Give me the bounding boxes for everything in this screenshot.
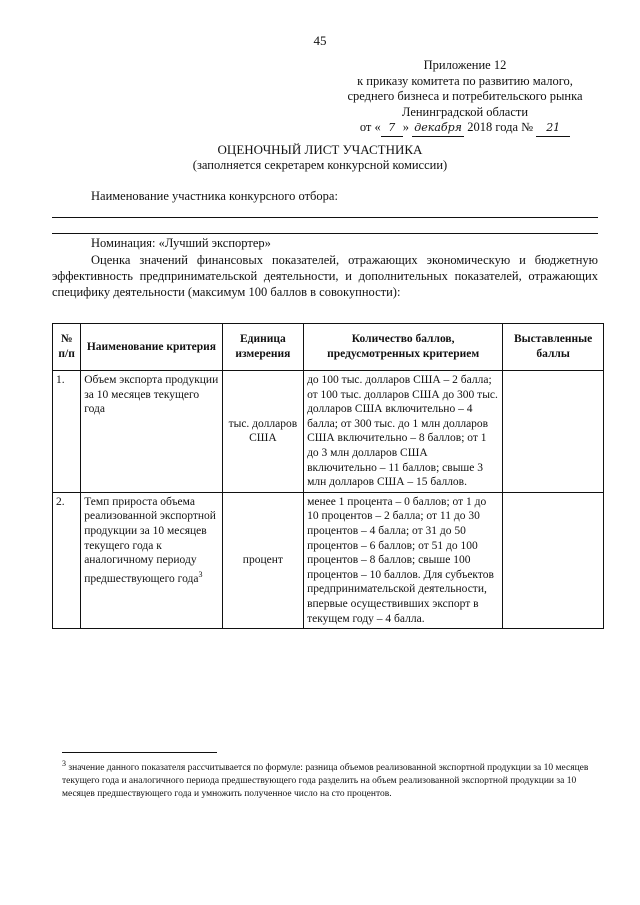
date-day: 7 bbox=[381, 120, 403, 137]
row-num: 2. bbox=[53, 492, 81, 628]
row-name-cell bbox=[81, 492, 222, 628]
footnote-text: значение данного показателя рассчитывается по формуле: разница объемов реализованной экспортной продукции за 10 месяцев текущего года и аналогичного периода предшествующего года разделить на объем реализованной экспортной продукции за 10 месяцев предшествующего года и умножить полученное число на сто процентов. bbox=[62, 763, 589, 800]
appendix-header bbox=[330, 58, 600, 137]
date-mid: » bbox=[402, 120, 409, 134]
participant-label: Наименование участника конкурсного отбора: bbox=[91, 189, 338, 203]
footnote-divider bbox=[62, 752, 217, 753]
document-title: ОЦЕНОЧНЫЙ ЛИСТ УЧАСТНИКА bbox=[217, 142, 423, 157]
criteria-table bbox=[52, 323, 604, 629]
footnote-mark: 3 bbox=[62, 759, 66, 768]
row-score[interactable] bbox=[503, 371, 604, 493]
date-prefix: от « bbox=[359, 120, 381, 134]
header-points: Количество баллов, предусмотренных критерием bbox=[304, 324, 503, 371]
appendix-line: среднего бизнеса и потребительского рынка bbox=[347, 89, 583, 103]
table-row bbox=[53, 371, 604, 493]
date-month: декабря bbox=[412, 120, 464, 137]
intro-paragraph: Оценка значений финансовых показателей, отражающих экономическую и бюджетную эффективность предпринимательской деятельности, и дополнительных показателей, отражающих специфику деятельности (максимум 100 баллов в совокупности): bbox=[52, 253, 598, 299]
header-unit: Единица измерения bbox=[222, 324, 303, 371]
row-points: менее 1 процента – 0 баллов; от 1 до 10 процентов – 2 балла; от 11 до 30 процентов – 4 балла; от 31 до 50 процентов – 6 баллов; от 51 до 100 процентов – 8 баллов; свыше 100 процентов – 10 баллов. Для субъектов предпринимательской деятельности, впервые осуществивших экспорт в текущем году – 4 балла. bbox=[304, 492, 503, 628]
table-row bbox=[53, 492, 604, 628]
appendix-date-line bbox=[330, 120, 600, 137]
row-unit: тыс. долларов США bbox=[222, 371, 303, 493]
row-score[interactable] bbox=[503, 492, 604, 628]
participant-line bbox=[52, 217, 598, 218]
row-num: 1. bbox=[53, 371, 81, 493]
header-num: № п/п bbox=[53, 324, 81, 371]
appendix-line: Приложение 12 bbox=[423, 58, 507, 72]
row-points: до 100 тыс. долларов США – 2 балла; от 100 тыс. долларов США до 300 тыс. долларов США включительно – 4 балла; от 300 тыс. до 1 млн долларов США включительно – 8 баллов; от 1 до 3 млн долларов США включительно – 11 баллов; свыше 3 млн долларов США – 15 баллов. bbox=[304, 371, 503, 493]
header-score: Выставленные баллы bbox=[503, 324, 604, 371]
header-name: Наименование критерия bbox=[81, 324, 222, 371]
appendix-line: к приказу комитета по развитию малого, bbox=[357, 73, 573, 88]
number-prefix: № bbox=[521, 120, 534, 134]
row-unit: процент bbox=[222, 492, 303, 628]
footnote-ref: 3 bbox=[198, 569, 203, 579]
footnote bbox=[62, 757, 602, 801]
participant-line bbox=[52, 233, 598, 234]
page-number: 45 bbox=[313, 33, 327, 48]
table-header-row bbox=[53, 324, 604, 371]
date-year: 2018 года bbox=[467, 120, 518, 134]
row-name: Объем экспорта продукции за 10 месяцев текущего года bbox=[81, 371, 222, 493]
appendix-line: Ленинградской области bbox=[401, 104, 529, 119]
order-number: 21 bbox=[536, 120, 570, 137]
row-name: Темп прироста объема реализованной экспортной продукции за 10 месяцев текущего года к аналогичному периоду предшествующего года bbox=[84, 495, 216, 585]
nomination-label: Номинация: «Лучший экспортер» bbox=[91, 236, 271, 250]
document-subtitle: (заполняется секретарем конкурсной комиссии) bbox=[192, 158, 448, 172]
